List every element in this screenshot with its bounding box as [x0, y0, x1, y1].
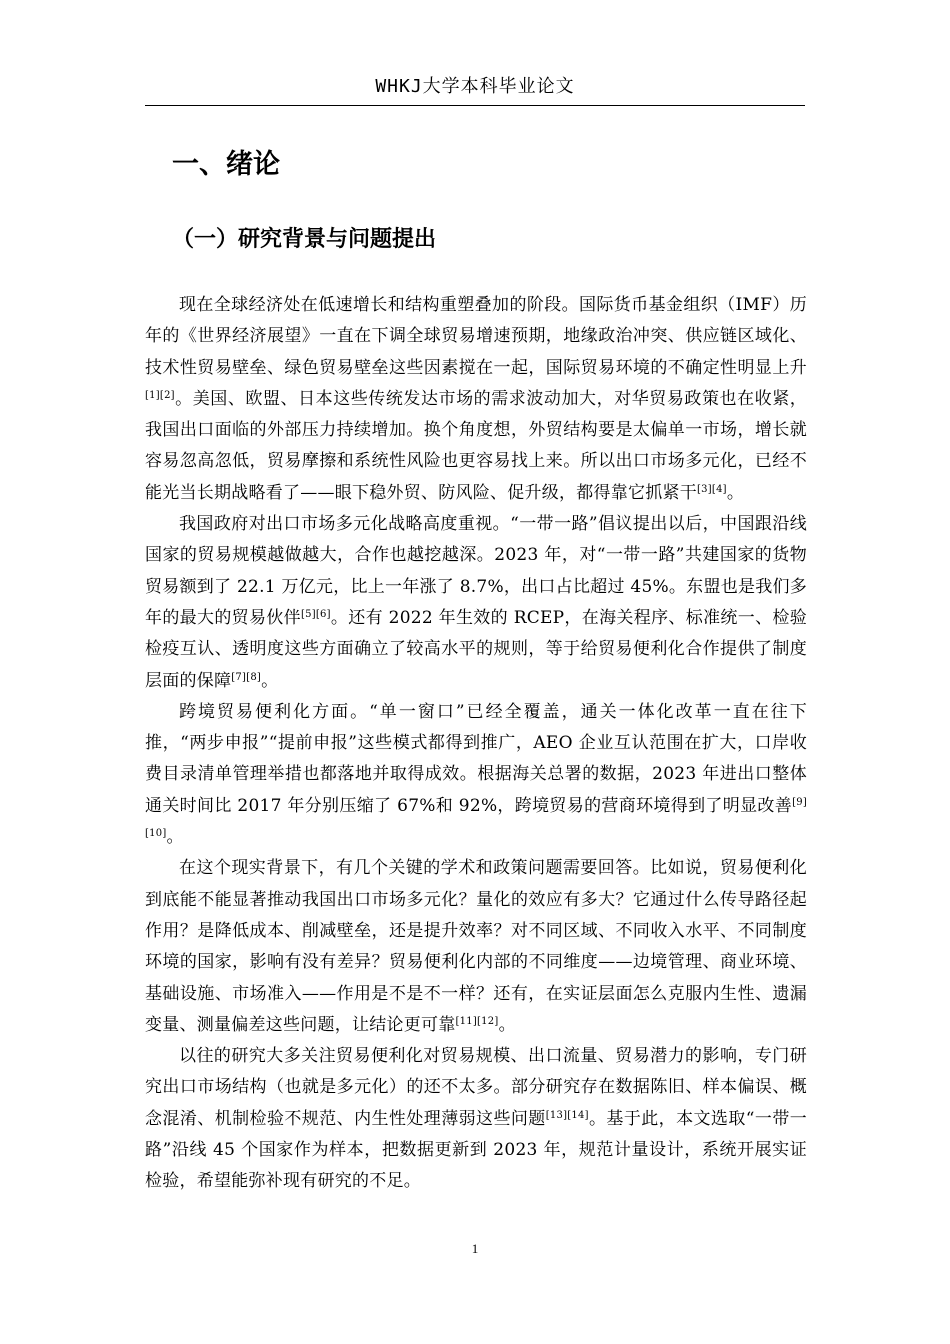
paragraph-text: 。: [166, 827, 184, 848]
citation: [11][12]: [455, 1015, 499, 1027]
paragraph-text: 。: [726, 482, 745, 503]
paragraph: [145, 697, 807, 853]
paragraph: [145, 290, 807, 509]
paragraph-text: 在这个现实背景下，有几个关键的学术和政策问题需要回答。比如说，贸易便利化到底能不能显著推动我国出口市场多元化？量化的效应有多大？它通过什么传导路径起作用？是降低成本、削减壁垒，还是提升效率？对不同区域、不同收入水平、不同制度环境的国家，影响有没有差异？贸易便利化内部的不同维度——边境管理、商业环境、基础设施、市场准入——作用是不是不一样？还有，在实证层面怎么克服内生性、遗漏变量、测量偏差这些问题，让结论更可靠: [145, 858, 807, 1035]
header-rule: [145, 105, 805, 106]
section-title: （一）研究背景与问题提出: [172, 227, 437, 252]
paragraph-text: 以往的研究大多关注贸易便利化对贸易规模、出口流量、贸易潜力的影响，专门研究出口市场结构（也就是多元化）的还不太多。部分研究存在数据陈旧、样本偏误、概念混淆、机制检验不规范、内生性处理薄弱这些问题: [145, 1046, 807, 1129]
chapter-title: 一、绪论: [172, 149, 280, 180]
paragraph-text: 。: [498, 1014, 516, 1035]
citation: [5][6]: [300, 608, 331, 620]
paragraph-text: 。美国、欧盟、日本这些传统发达市场的需求波动加大，对华贸易政策也在收紧，我国出口面临的外部压力持续增加。换个角度想，外贸结构要是太偏单一市场，增长就容易忽高忽低，贸易摩擦和系统性风险也更容易找上来。所以出口市场多元化，已经不能光当长期战略看了——眼下稳外贸、防风险、促升级，都得靠它抓紧干: [145, 388, 807, 503]
paragraph-text: 我国政府对出口市场多元化战略高度重视。“一带一路”倡议提出以后，中国跟沿线国家的贸易规模越做越大，合作也越挖越深。2023 年，对“一带一路”共建国家的货物贸易额到了 22.1 万亿元，比上一年涨了 8.7%，出口占比超过 45%。东盟也是我们多年的最大的贸易伙伴: [145, 514, 807, 628]
citation: [13][14]: [545, 1109, 589, 1121]
paragraph: [145, 1041, 807, 1197]
citation: [7][8]: [231, 671, 262, 683]
paragraph-text: 。基于此，本文选取“一带一路”沿线 45 个国家作为样本，把数据更新到 2023 年，规范计量设计，系统开展实证检验，希望能弥补现有研究的不足。: [145, 1108, 807, 1192]
paragraph-text: 。还有 2022 年生效的 RCEP，在海关程序、标准统一、检验检疫互认、透明度这些方面确立了较高水平的规则，等于给贸易便利化合作提供了制度层面的保障: [145, 607, 807, 691]
citation: [9][10]: [145, 796, 807, 840]
body-text: [145, 290, 807, 1198]
citation: [1][2]: [145, 389, 175, 401]
paragraph: [145, 509, 807, 697]
page-number: 1: [471, 1241, 479, 1256]
paragraph-text: 。: [261, 670, 279, 691]
paragraph: [145, 853, 807, 1041]
running-header: WHKJ大学本科毕业论文: [375, 76, 575, 97]
citation: [3][4]: [697, 483, 727, 495]
paragraph-text: 现在全球经济处在低速增长和结构重塑叠加的阶段。国际货币基金组织（IMF）历年的《世界经济展望》一直在下调全球贸易增速预期，地缘政治冲突、供应链区域化、技术性贸易壁垒、绿色贸易壁垒这些因素搅在一起，国际贸易环境的不确定性明显上升: [145, 295, 807, 378]
paragraph-text: 跨境贸易便利化方面。“单一窗口”已经全覆盖，通关一体化改革一直在往下推，“两步申报”“提前申报”这些模式都得到推广，AEO 企业互认范围在扩大，口岸收费目录清单管理举措也都落地并取得成效。根据海关总署的数据，2023 年进出口整体通关时间比 2017 年分别压缩了 67%和 92%，跨境贸易的营商环境得到了明显改善: [145, 701, 807, 816]
